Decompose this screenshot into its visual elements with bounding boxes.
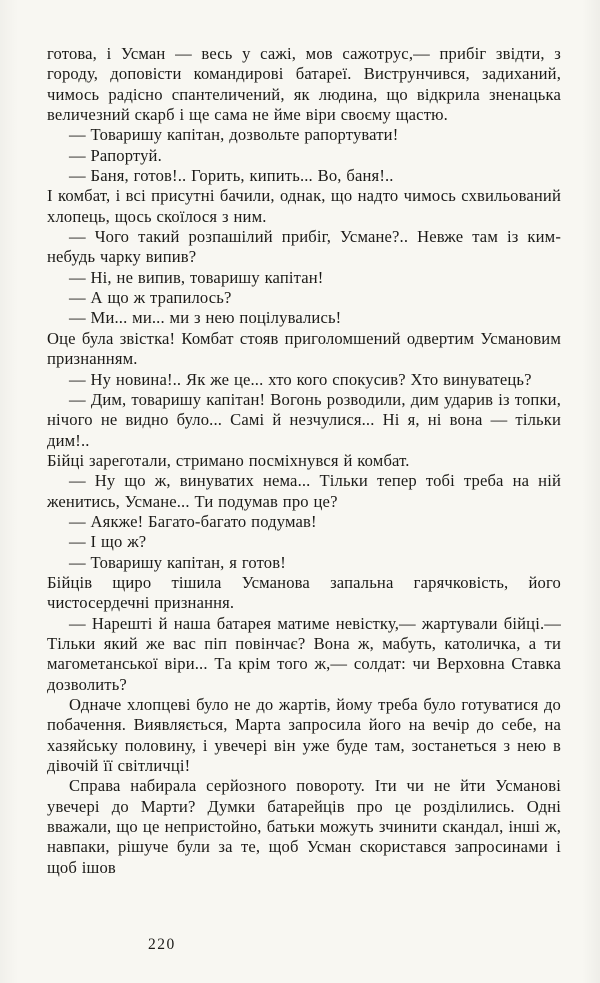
paragraph: — Дим, товаришу капітан! Вогонь розводили, дим ударив із топки, нічого не видно було... Самі й незчулися... Ні я, ні вона — тільки дим!.. xyxy=(47,389,561,450)
paragraph: — Ні, не випив, товаришу капітан! xyxy=(69,267,324,287)
paragraph: Справа набирала серйозного повороту. Іти чи не йти Усманові увечері до Марти? Думки батарейців про це розділились. Одні вважали, що це непристойно, батьки можуть зчинити скандал, інші ж, навпаки, рішуче були за те, щоб Усман скористався запросинами і щоб ішов xyxy=(47,776,561,877)
paragraph: — І що ж? xyxy=(69,532,147,552)
paragraph: Бійці зареготали, стримано посміхнувся й комбат. xyxy=(47,450,410,470)
paragraph: — Нарешті й наша батарея матиме невістку,— жартували бійці.— Тільки який же вас піп повінчає? Вона ж, мабуть, католичка, а ти магометанської віри... Та крім того ж,— солдат: чи Верховна Ставка дозволить? xyxy=(47,613,561,694)
paragraph: Оце була звістка! Комбат стояв приголомшений одвертим Усмановим признанням. xyxy=(47,328,561,369)
text-block xyxy=(47,44,561,878)
paragraph: — Ну новина!.. Як же це... хто кого спокусив? Хто винуватець? xyxy=(69,369,532,389)
paragraph: Одначе хлопцеві було не до жартів, йому треба було готуватися до побачення. Виявляється, Марта запросила його на вечір до себе, на хазяйську половину, і увечері він уже буде там, зостанеться з нею в дівочій її світличці! xyxy=(47,695,561,776)
page-number: 220 xyxy=(148,936,176,953)
paragraph: — Рапортуй. xyxy=(69,145,162,165)
paragraph: — Чого такий розпашілий прибіг, Усмане?.. Невже там із ким-небудь чарку випив? xyxy=(47,227,561,267)
paragraph: — Аякже! Багато-багато подумав! xyxy=(69,511,317,531)
paragraph: — Товаришу капітан, я готов! xyxy=(69,552,286,572)
paragraph: — Товаришу капітан, дозвольте рапортувати! xyxy=(69,125,399,145)
paragraph: — Баня, готов!.. Горить, кипить... Во, баня!.. xyxy=(69,166,394,186)
paragraph: готова, і Усман — весь у сажі, мов сажотрус,— прибіг звідти, з городу, доповісти командирові батареї. Виструнчився, задиханий, чимось радісно спантеличений, як людина, що відкрила зненацька величезний скарб і ще сама не йме віри своєму щастю. xyxy=(47,44,561,125)
paragraph: — Ми... ми... ми з нею поцілувались! xyxy=(69,308,342,328)
paragraph: Бійців щиро тішила Усманова запальна гарячковість, його чистосердечні признання. xyxy=(47,572,561,613)
paragraph: — Ну що ж, винуватих нема... Тільки тепер тобі треба на ній женитись, Усмане... Ти подумав про це? xyxy=(47,471,561,511)
paragraph: І комбат, і всі присутні бачили, однак, що надто чимось схвильований хлопець, щось скоїлося з ним. xyxy=(47,186,561,226)
paragraph: — А що ж трапилось? xyxy=(69,288,232,308)
